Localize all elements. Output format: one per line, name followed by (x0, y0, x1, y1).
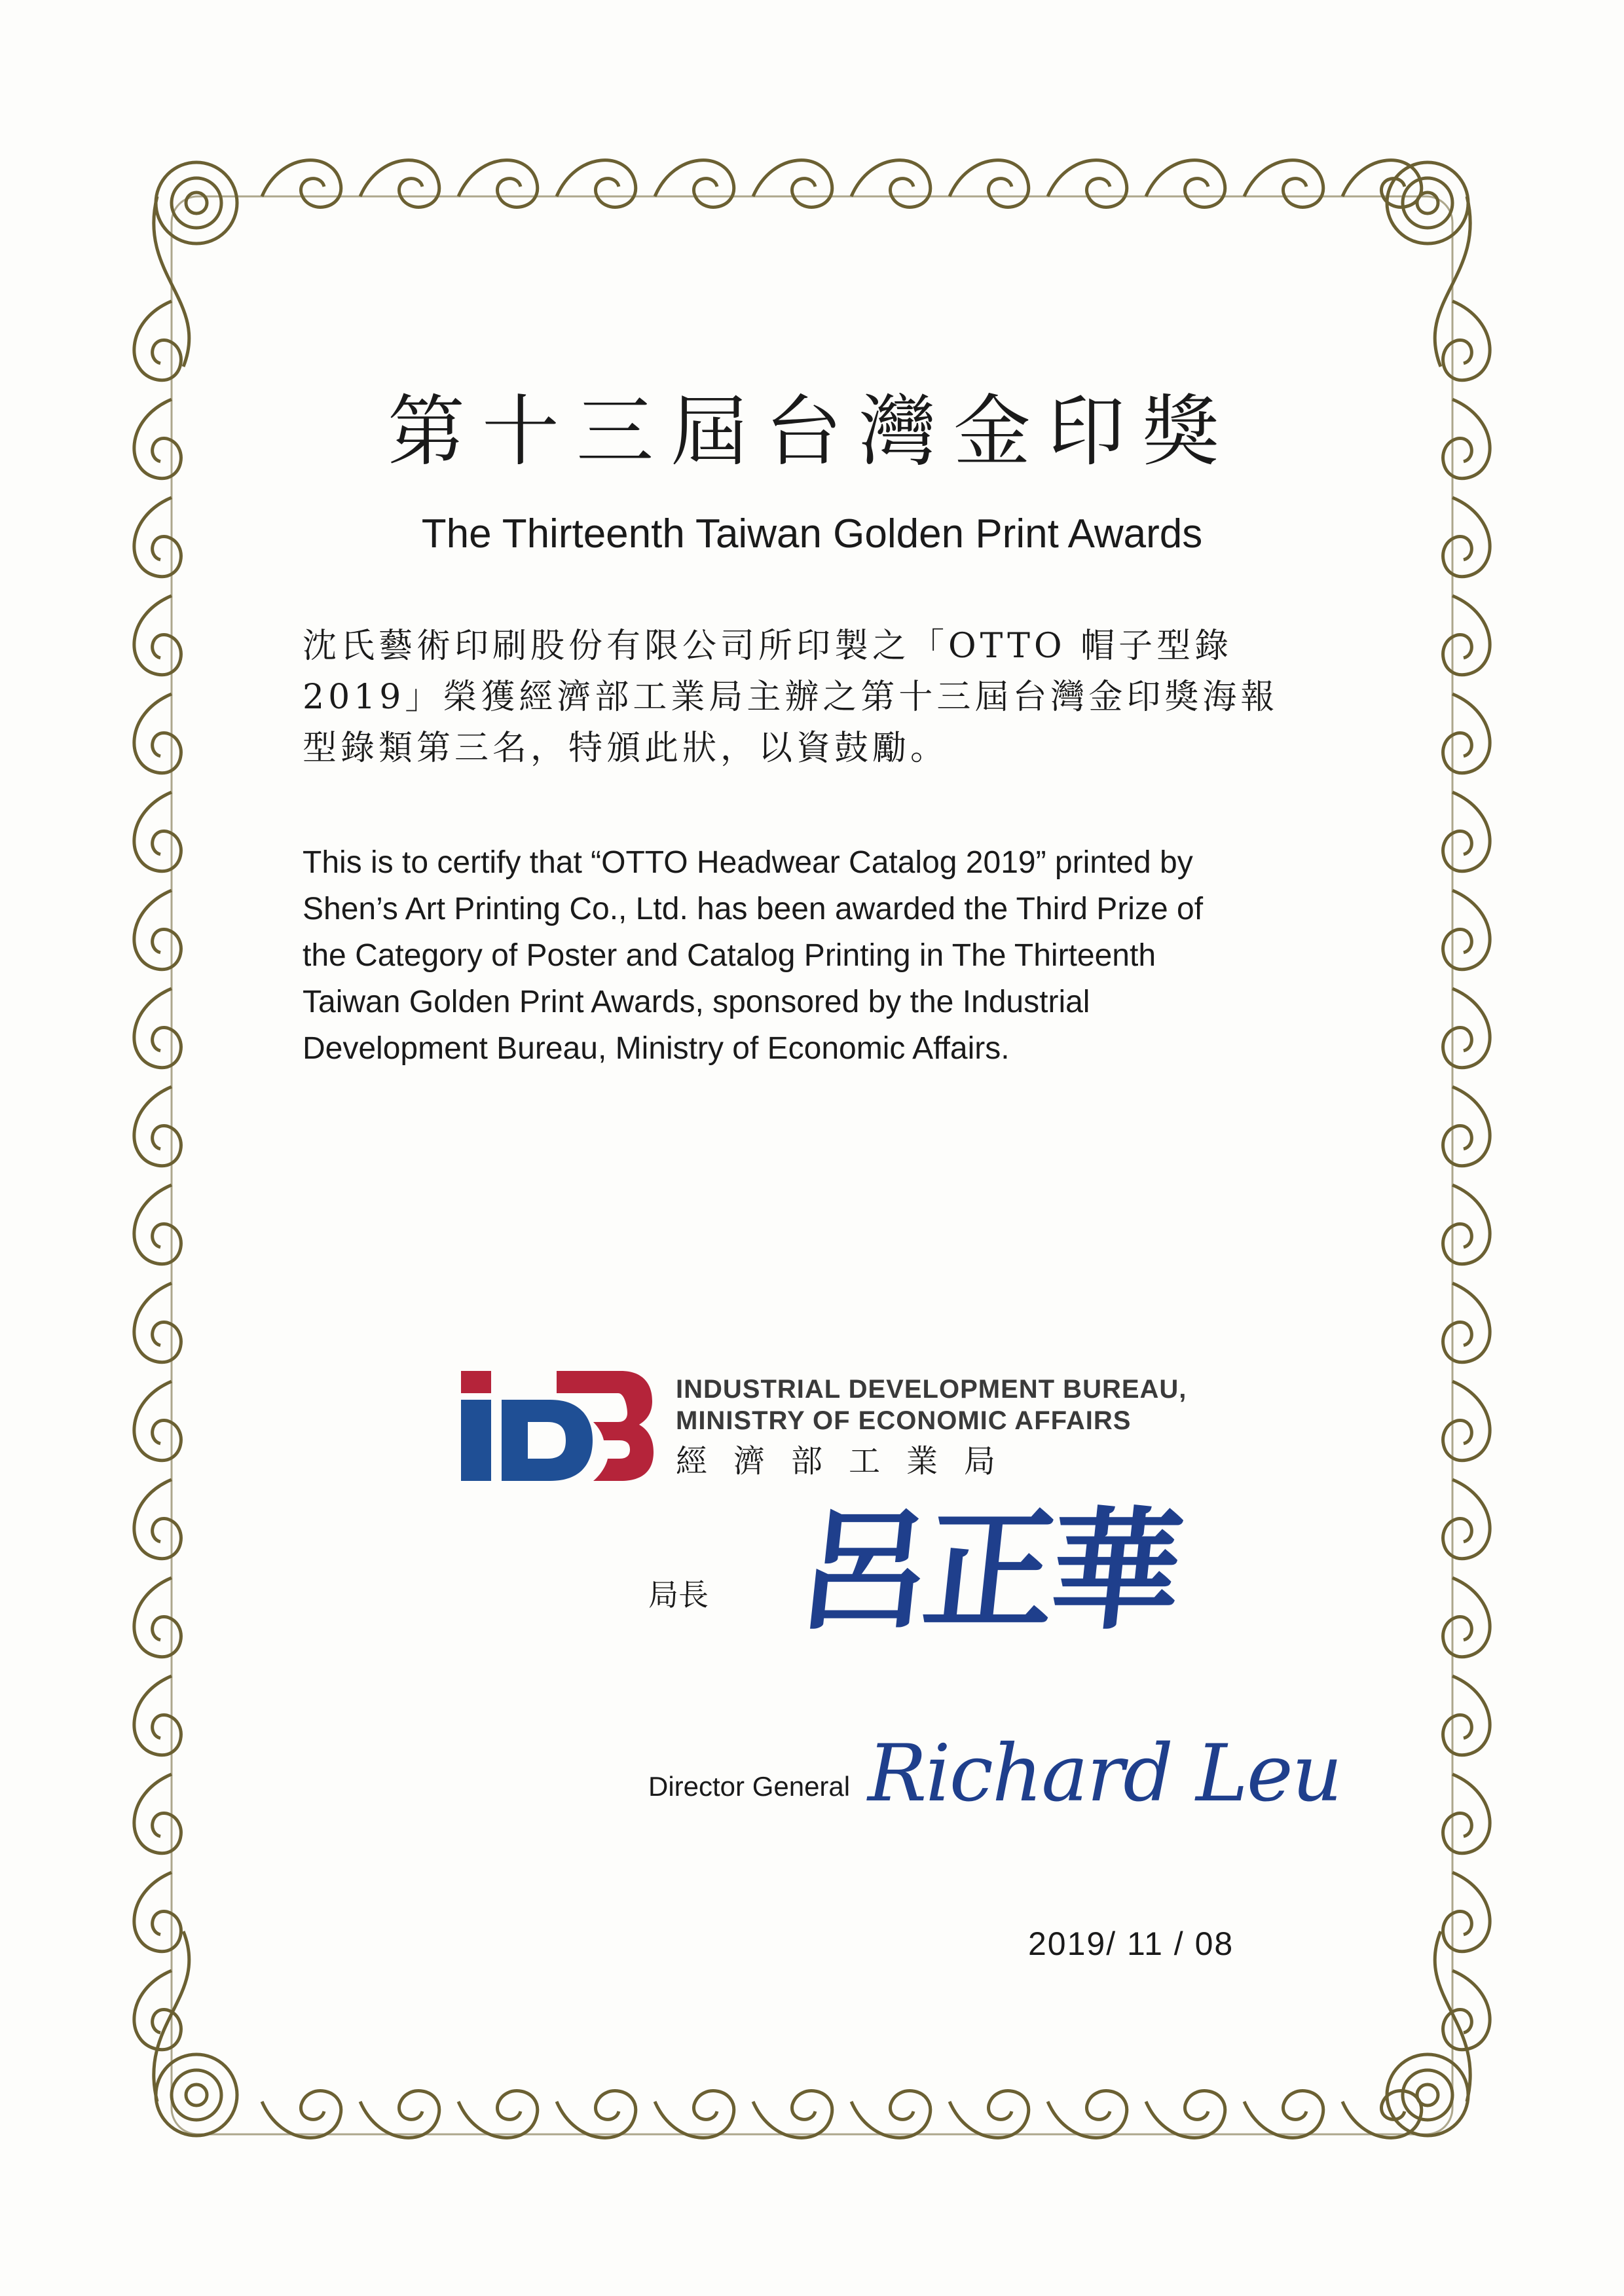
body-en-line: Development Bureau, Ministry of Economic Affairs. (303, 1031, 1010, 1066)
flourish-loop (134, 1578, 181, 1657)
certificate-title-zh: 第十三屆台灣金印獎 (387, 386, 1236, 477)
flourish-loop (753, 2091, 832, 2138)
flourish-loop (134, 694, 181, 773)
signatory-title-zh: 局長 (648, 1577, 709, 1613)
idb-logo (458, 1368, 655, 1483)
flourish-loop (1443, 1381, 1490, 1461)
left-edge-flourish (134, 301, 181, 2050)
flourish-loop (1443, 694, 1490, 773)
flourish-loop (134, 301, 181, 380)
flourish-loop (134, 890, 181, 970)
body-en-line: the Category of Poster and Catalog Printing in The Thirteenth (303, 938, 1156, 973)
flourish-loop (1443, 1578, 1490, 1657)
flourish-loop (1244, 2091, 1323, 2138)
flourish-loop (1443, 989, 1490, 1068)
flourish-loop (1244, 160, 1323, 208)
flourish-loop (1048, 160, 1127, 208)
body-en-line: Taiwan Golden Print Awards, sponsored by the Industrial (303, 985, 1090, 1019)
flourish-loop (950, 160, 1029, 208)
flourish-loop (557, 160, 636, 208)
flourish-loop (134, 1480, 181, 1559)
flourish-loop (950, 2091, 1029, 2138)
flourish-loop (134, 989, 181, 1068)
flourish-loop (1443, 890, 1490, 970)
flourish-loop (557, 2091, 636, 2138)
issuer-name-zh: 經濟部工業局 (676, 1444, 1022, 1479)
flourish-loop (134, 1774, 181, 1853)
flourish-loop (1443, 1185, 1490, 1264)
corner-scroll-top-right (1387, 162, 1470, 367)
issuer-name-en-line2: MINISTRY OF ECONOMIC AFFAIRS (676, 1406, 1132, 1435)
flourish-loop (1048, 2091, 1127, 2138)
flourish-loop (1443, 1283, 1490, 1362)
flourish-loop (1443, 301, 1490, 380)
flourish-loop (1443, 1480, 1490, 1559)
flourish-loop (134, 1283, 181, 1362)
certificate-body-en (303, 839, 1331, 1072)
flourish-loop (134, 1087, 181, 1166)
flourish-loop (360, 2091, 439, 2138)
certificate-body-zh (303, 621, 1311, 774)
flourish-loop (1443, 1872, 1490, 1952)
flourish-loop (1443, 596, 1490, 675)
right-edge-flourish (1443, 301, 1490, 2050)
issuer-name (676, 1374, 1187, 1485)
flourish-loop (655, 2091, 734, 2138)
flourish-loop (458, 160, 538, 208)
flourish-loop (851, 160, 931, 208)
flourish-loop (134, 1872, 181, 1952)
flourish-loop (458, 2091, 538, 2138)
body-zh-line: 型錄類第三名，特頒此狀，以資鼓勵。 (303, 729, 949, 768)
flourish-loop (134, 596, 181, 675)
issue-date: 2019/ 11 / 08 (1028, 1925, 1234, 1962)
signatory-title-en: Director General (648, 1771, 851, 1802)
flourish-loop (1443, 1774, 1490, 1853)
body-zh-line: 沈氏藝術印刷股份有限公司所印製之「OTTO 帽子型錄 (303, 627, 1233, 666)
flourish-loop (1146, 2091, 1225, 2138)
flourish-loop (262, 2091, 341, 2138)
flourish-loop (262, 160, 341, 208)
certificate-title-en: The Thirteenth Taiwan Golden Print Awards (421, 511, 1203, 556)
flourish-loop (1443, 792, 1490, 871)
bottom-edge-flourish (262, 2091, 1422, 2138)
corner-scroll-bottom-right (1387, 1931, 1470, 2136)
flourish-loop (134, 1676, 181, 1755)
corner-scroll-bottom-left (154, 1931, 237, 2136)
flourish-loop (1443, 1087, 1490, 1166)
flourish-loop (655, 160, 734, 208)
body-zh-line: 2019」榮獲經濟部工業局主辦之第十三屆台灣金印獎海報 (303, 678, 1279, 717)
flourish-loop (360, 160, 439, 208)
flourish-loop (1146, 160, 1225, 208)
signature-en: Richard Leu (868, 1728, 1342, 1819)
flourish-loop (1443, 1676, 1490, 1755)
flourish-loop (134, 1185, 181, 1264)
flourish-loop (851, 2091, 931, 2138)
body-en-line: Shen’s Art Printing Co., Ltd. has been awarded the Third Prize of (303, 892, 1204, 926)
corner-scroll-top-left (154, 162, 237, 367)
top-edge-flourish (262, 160, 1422, 208)
issuer-name-en-line1: INDUSTRIAL DEVELOPMENT BUREAU, (676, 1375, 1187, 1404)
flourish-loop (134, 792, 181, 871)
signature-zh: 呂正華 (790, 1494, 1185, 1648)
flourish-loop (753, 160, 832, 208)
flourish-loop (134, 1381, 181, 1461)
body-en-line: This is to certify that “OTTO Headwear Catalog 2019” printed by (303, 845, 1193, 880)
